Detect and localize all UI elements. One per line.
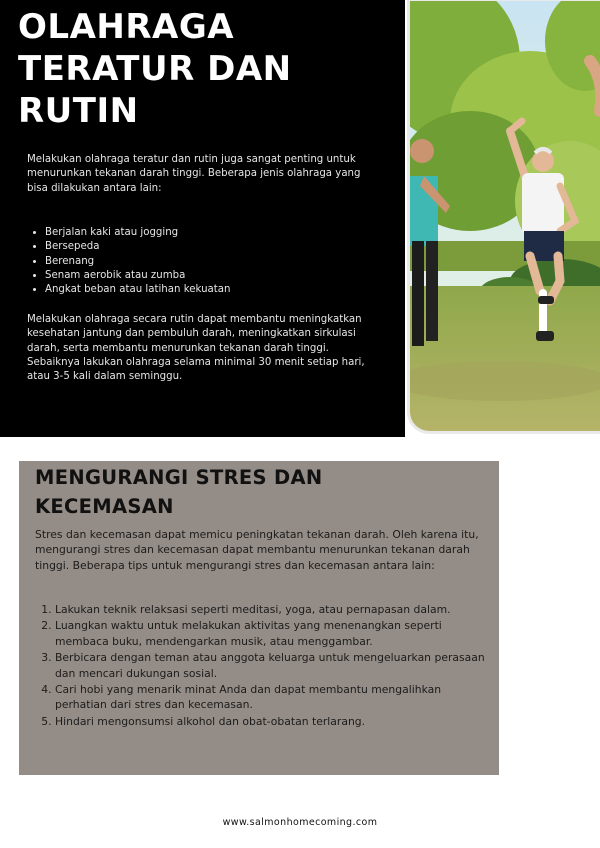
stress-tip-item: 2. Luangkan waktu untuk melakukan aktivitas yang menenangkan seperti membaca buku, mendengarkan musik, atau menggambar. (55, 618, 495, 649)
stress-tip-item: 4. Cari hobi yang menarik minat Anda dan dapat membantu mengalihkan perhatian dari stres dan kecemasan. (55, 682, 495, 713)
stress-title-line: MENGURANGI STRES DAN (35, 466, 323, 489)
stress-tip-item: 5. Hindari mengonsumsi alkohol dan obat-obatan terlarang. (55, 714, 495, 729)
stress-section (19, 461, 499, 775)
exercise-outro: Melakukan olahraga secara rutin dapat membantu meningkatkan kesehatan jantung dan pembuluh darah, meningkatkan sirkulasi darah, serta membantu menurunkan tekanan darah tinggi. Sebaiknya lakukan olahraga selama minimal 30 menit setiap hari, atau 3-5 kali dalam seminggu. (27, 314, 365, 383)
exercise-title-line: RUTIN (18, 91, 139, 131)
stress-intro: Stres dan kecemasan dapat memicu peningkatan tekanan darah. Oleh karena itu, mengurangi stres dan kecemasan dapat membantu menurunkan tekanan darah tinggi. Beberapa tips untuk mengurangi stres dan kecemasan antara lain: (35, 528, 479, 572)
exercise-list-item: • Berenang (45, 255, 390, 269)
stress-tip-item: 3. Berbicara dengan teman atau anggota keluarga untuk mengeluarkan perasaan dan mencari dukungan sosial. (55, 650, 495, 681)
stress-title-line: KECEMASAN (35, 495, 174, 518)
stress-title (35, 463, 322, 521)
stress-tips-list (35, 602, 495, 730)
exercise-section (0, 0, 405, 437)
stress-tip-item: 1. Lakukan teknik relaksasi seperti meditasi, yoga, atau pernapasan dalam. (55, 602, 495, 617)
exercise-list-item: • Berjalan kaki atau jogging (45, 226, 390, 240)
exercise-photo-illustration (410, 1, 600, 434)
exercise-list-item: • Senam aerobik atau zumba (45, 269, 390, 283)
footer-url: www.salmonhomecoming.com (222, 817, 378, 828)
exercise-title-line: OLAHRAGA (18, 7, 235, 47)
exercise-title (18, 6, 292, 132)
exercise-list (27, 226, 390, 297)
exercise-list-item: • Angkat beban atau latihan kekuatan (45, 283, 390, 297)
exercise-photo (407, 0, 600, 434)
exercise-list-item: • Bersepeda (45, 240, 390, 254)
exercise-title-line: TERATUR DAN (18, 49, 292, 89)
exercise-intro: Melakukan olahraga teratur dan rutin juga sangat penting untuk menurunkan tekanan darah tinggi. Beberapa jenis olahraga yang bisa dilakukan antara lain: (27, 154, 361, 194)
